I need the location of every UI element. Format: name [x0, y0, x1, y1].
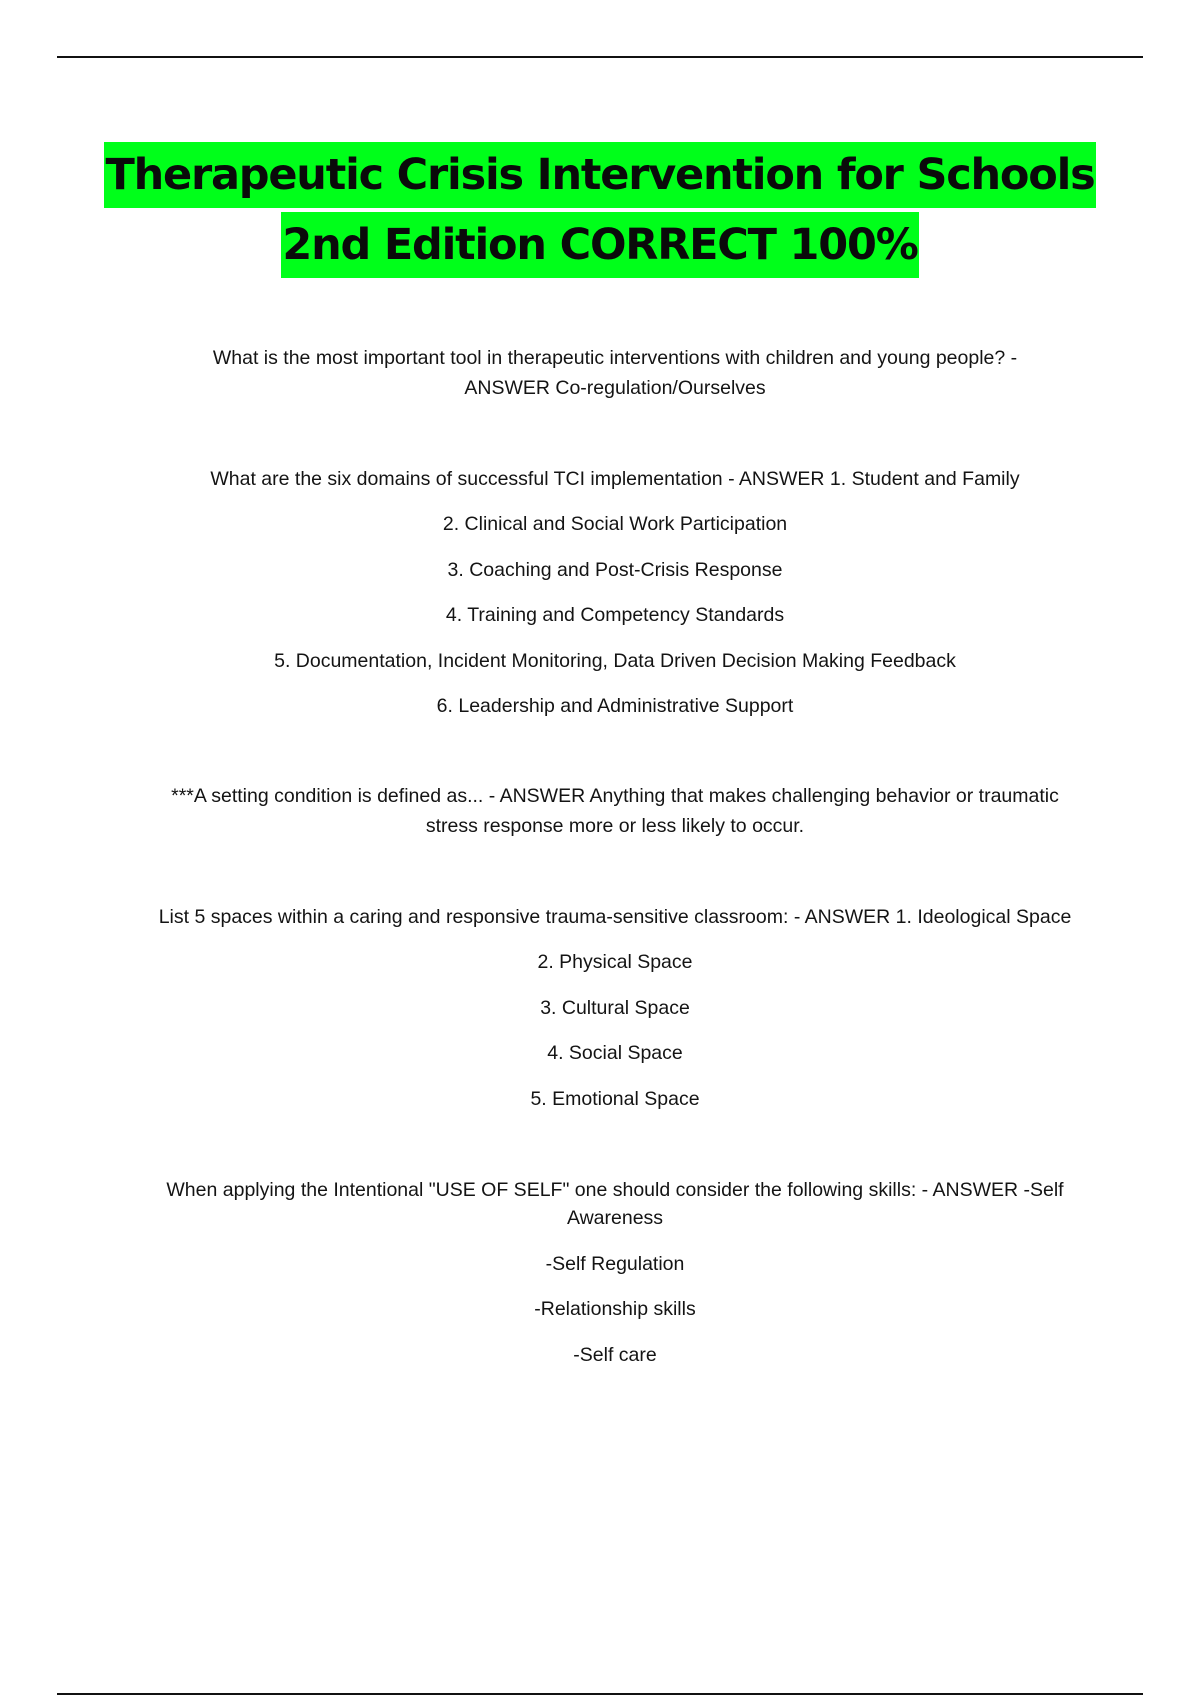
qa-5-item: -Relationship skills	[534, 1298, 696, 1320]
qa-5-item: -Self Regulation	[545, 1253, 685, 1275]
qa-3-line-1: ***A setting condition is defined as... - ANSWER Anything that makes challenging behavior or traumatic	[171, 785, 1059, 807]
qa-4-item: 2. Physical Space	[537, 951, 693, 973]
qa-4-item: 5. Emotional Space	[530, 1088, 700, 1110]
bottom-rule	[57, 1693, 1143, 1695]
qa-2-item: 3. Coaching and Post-Crisis Response	[447, 559, 783, 581]
title-line-2: 2nd Edition CORRECT 100%	[281, 212, 918, 278]
qa-4-item: 4. Social Space	[547, 1042, 683, 1064]
qa-4-question: List 5 spaces within a caring and responsive trauma-sensitive classroom: - ANSWER 1. Ideological Space	[158, 906, 1072, 928]
qa-1-line-2: ANSWER Co-regulation/Ourselves	[464, 377, 766, 399]
qa-2-item: 2. Clinical and Social Work Participation	[442, 513, 788, 535]
title-line-1: Therapeutic Crisis Intervention for Schools	[104, 142, 1095, 208]
qa-5-item: -Self care	[573, 1344, 657, 1366]
qa-2-item: 4. Training and Competency Standards	[445, 604, 785, 626]
qa-1-line-1: What is the most important tool in therapeutic interventions with children and young people? -	[212, 347, 1018, 369]
qa-2-item: 6. Leadership and Administrative Support	[436, 695, 794, 717]
qa-5-line-2: Awareness	[566, 1207, 664, 1229]
qa-3-line-2: stress response more or less likely to occur.	[425, 815, 805, 837]
qa-2-question: What are the six domains of successful TCI implementation - ANSWER 1. Student and Family	[210, 468, 1020, 490]
qa-4-item: 3. Cultural Space	[540, 997, 690, 1019]
qa-5-line-1: When applying the Intentional "USE OF SELF" one should consider the following skills: - ANSWER -Self	[166, 1179, 1064, 1201]
qa-2-item: 5. Documentation, Incident Monitoring, Data Driven Decision Making Feedback	[274, 650, 956, 672]
